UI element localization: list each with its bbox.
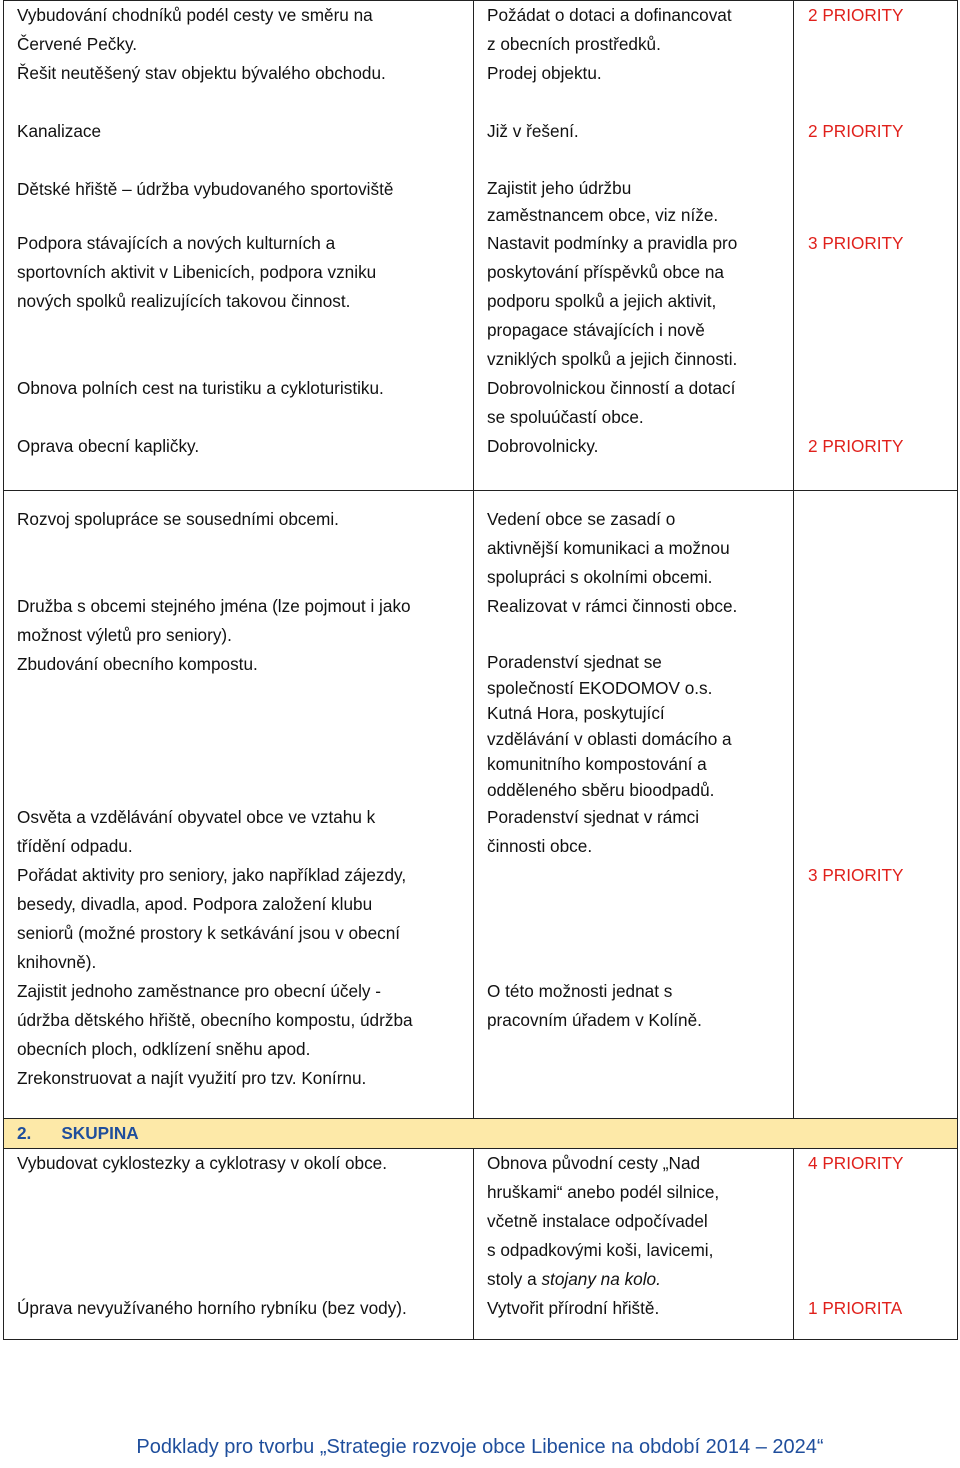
text-line: Rozvoj spolupráce se sousedními obcemi.: [17, 509, 339, 529]
spacer-row: [4, 88, 958, 117]
goal-cell: [4, 117, 474, 146]
group-header-row: [4, 1119, 958, 1149]
priority-cell: [794, 592, 958, 650]
group-title: SKUPINA: [61, 1123, 139, 1143]
goal-cell: [4, 1, 474, 89]
text-line: obecních ploch, odklízení sněhu apod.: [17, 1039, 311, 1059]
table-row: [4, 117, 958, 146]
goal-cell: [4, 977, 474, 1064]
spacer-cell: [794, 461, 958, 491]
spacer-row: [4, 146, 958, 175]
priority-cell: [794, 977, 958, 1064]
text-line: [487, 1265, 789, 1294]
action-cell: [474, 1, 794, 89]
priority-cell: [794, 1149, 958, 1295]
priority-cell: [794, 374, 958, 432]
action-cell: [474, 432, 794, 461]
text-line: činnosti obce.: [487, 836, 593, 856]
table-row: [4, 1294, 958, 1323]
text-line: Kanalizace: [17, 121, 102, 141]
text-line: Oprava obecní kapličky.: [17, 436, 200, 456]
text-line: Nastavit podmínky a pravidla pro: [487, 233, 738, 253]
text-line: Podpora stávajících a nových kulturních a: [17, 233, 336, 253]
spacer-cell: [4, 491, 474, 506]
text-line: Obnova původní cesty „Nad: [487, 1153, 701, 1173]
spacer-row: [4, 1323, 958, 1340]
text-line: O této možnosti jednat s: [487, 981, 673, 1001]
action-cell: [474, 803, 794, 861]
spacer-cell: [474, 146, 794, 175]
spacer-row: [4, 461, 958, 491]
priority-label: 2 PRIORITY: [808, 5, 904, 25]
priority-cell: [794, 861, 958, 977]
text-line: Dobrovolnicky.: [487, 436, 599, 456]
action-cell: [474, 592, 794, 650]
text-line: Zajistit jeho údržbu: [487, 178, 632, 198]
table-row: [4, 861, 958, 977]
priority-label: 2 PRIORITY: [808, 436, 904, 456]
text-line: besedy, divadla, apod. Podpora založení klubu: [17, 894, 373, 914]
text-line: Realizovat v rámci činnosti obce.: [487, 596, 738, 616]
action-cell: [474, 1294, 794, 1323]
text-line: spolupráci s okolními obcemi.: [487, 567, 713, 587]
action-cell: [474, 861, 794, 977]
plan-table-body: [4, 1, 958, 1340]
goal-cell: [4, 229, 474, 374]
group-header-cell: [4, 1119, 958, 1149]
table-row: [4, 592, 958, 650]
text-line: společností EKODOMOV o.s.: [487, 677, 713, 698]
text-line: Osvěta a vzdělávání obyvatel obce ve vztahu k: [17, 807, 376, 827]
table-row: [4, 432, 958, 461]
priority-cell: [794, 175, 958, 229]
spacer-cell: [4, 1323, 474, 1340]
development-plan-table: [3, 0, 958, 1340]
goal-cell: [4, 374, 474, 432]
text-line: Družba s obcemi stejného jména (lze pojmout i jako: [17, 596, 411, 616]
goal-cell: [4, 432, 474, 461]
spacer-cell: [4, 461, 474, 491]
spacer-cell: [4, 1093, 474, 1119]
text-line: Úprava nevyužívaného horního rybníku (bez vody).: [17, 1298, 407, 1318]
text-line: Požádat o dotaci a dofinancovat: [487, 5, 732, 25]
spacer-cell: [474, 461, 794, 491]
priority-label: 4 PRIORITY: [808, 1153, 904, 1173]
spacer-cell: [794, 146, 958, 175]
table-row: [4, 650, 958, 803]
text-line: Dobrovolnickou činností a dotací: [487, 378, 736, 398]
table-row: [4, 803, 958, 861]
text-line: Dětské hřiště – údržba vybudovaného sportoviště: [17, 179, 394, 199]
goal-cell: [4, 505, 474, 592]
text-line: hruškami“ anebo podél silnice,: [487, 1182, 720, 1202]
priority-cell: [794, 1294, 958, 1323]
text-line: seniorů (možné prostory k setkávání jsou v obecní: [17, 923, 401, 943]
text-line: odděleného sběru bioodpadů.: [487, 779, 715, 800]
text-line: Kutná Hora, poskytující: [487, 703, 665, 723]
goal-cell: [4, 1149, 474, 1295]
table-row: [4, 374, 958, 432]
action-cell: [474, 175, 794, 229]
priority-cell: [794, 650, 958, 803]
priority-cell: [794, 432, 958, 461]
text-line: včetně instalace odpočívadel: [487, 1211, 708, 1231]
text-line: knihovně).: [17, 952, 97, 972]
spacer-cell: [474, 1323, 794, 1340]
text-line: Vytvořit přírodní hřiště.: [487, 1298, 660, 1318]
action-cell: [474, 117, 794, 146]
spacer-cell: [474, 1093, 794, 1119]
goal-cell: [4, 1294, 474, 1323]
priority-cell: [794, 1, 958, 89]
action-cell: [474, 977, 794, 1064]
table-row: [4, 977, 958, 1064]
text-line: podporu spolků a jejich aktivit,: [487, 291, 717, 311]
spacer-cell: [474, 491, 794, 506]
text-italic: stojany na kolo.: [541, 1269, 661, 1289]
group-number: 2.: [17, 1123, 32, 1143]
table-row: [4, 1149, 958, 1295]
text-line: Červené Pečky.: [17, 34, 138, 54]
text-line: s odpadkovými koši, lavicemi,: [487, 1240, 714, 1260]
text-line: pracovním úřadem v Kolíně.: [487, 1010, 702, 1030]
table-row: [4, 505, 958, 592]
text-line: Zbudování obecního kompostu.: [17, 654, 258, 674]
spacer-row: [4, 1093, 958, 1119]
spacer-cell: [794, 1323, 958, 1340]
goal-cell: [4, 592, 474, 650]
priority-cell: [794, 117, 958, 146]
page-footer: Podklady pro tvorbu „Strategie rozvoje obce Libenice na období 2014 – 2024“: [136, 1436, 824, 1458]
text-line: Vybudovat cyklostezky a cyklotrasy v okolí obce.: [17, 1153, 388, 1173]
spacer-row: [4, 491, 958, 506]
priority-cell: [794, 803, 958, 861]
text-line: Obnova polních cest na turistiku a cykloturistiku.: [17, 378, 384, 398]
spacer-cell: [474, 88, 794, 117]
goal-cell: [4, 650, 474, 803]
text-line: Pořádat aktivity pro seniory, jako například zájezdy,: [17, 865, 407, 885]
text-line: Vedení obce se zasadí o: [487, 509, 676, 529]
action-cell: [474, 229, 794, 374]
priority-cell: [794, 505, 958, 592]
priority-label: 1 PRIORITA: [808, 1298, 903, 1318]
text-line: Již v řešení.: [487, 121, 579, 141]
text-line: Řešit neutěšený stav objektu bývalého obchodu.: [17, 63, 386, 83]
text-line: vzniklých spolků a jejich činnosti.: [487, 349, 738, 369]
goal-cell: [4, 803, 474, 861]
text-line: komunitního kompostování a: [487, 754, 707, 774]
table-row: [4, 175, 958, 229]
spacer-cell: [794, 491, 958, 506]
text-line: aktivnější komunikaci a možnou: [487, 538, 730, 558]
table-row: [4, 1, 958, 89]
text-line: se spoluúčastí obce.: [487, 407, 644, 427]
action-cell: [474, 650, 794, 803]
table-row: [4, 229, 958, 374]
text-line: poskytování příspěvků obce na: [487, 262, 724, 282]
priority-label: 3 PRIORITY: [808, 865, 904, 885]
spacer-cell: [4, 146, 474, 175]
goal-cell: [4, 1064, 474, 1093]
action-cell: [474, 1149, 794, 1295]
text-line: z obecních prostředků.: [487, 34, 661, 54]
priority-label: 3 PRIORITY: [808, 233, 904, 253]
text-plain: stoly a: [487, 1269, 542, 1289]
action-cell: [474, 1064, 794, 1093]
text-line: Prodej objektu.: [487, 63, 602, 83]
action-cell: [474, 374, 794, 432]
text-line: údržba dětského hřiště, obecního kompostu, údržba: [17, 1010, 413, 1030]
action-cell: [474, 505, 794, 592]
text-line: propagace stávajících i nově: [487, 320, 705, 340]
text-line: nových spolků realizujících takovou činnost.: [17, 291, 351, 311]
text-line: Poradenství sjednat v rámci: [487, 807, 700, 827]
text-line: Zrekonstruovat a najít využití pro tzv. Konírnu.: [17, 1068, 367, 1088]
text-line: Vybudování chodníků podél cesty ve směru na: [17, 5, 373, 25]
priority-cell: [794, 229, 958, 374]
spacer-cell: [4, 88, 474, 117]
priority-cell: [794, 1064, 958, 1093]
priority-label: 2 PRIORITY: [808, 121, 904, 141]
text-line: možnost výletů pro seniory).: [17, 625, 232, 645]
text-line: Zajistit jednoho zaměstnance pro obecní účely -: [17, 981, 382, 1001]
text-line: vzdělávání v oblasti domácího a: [487, 728, 732, 749]
text-line: sportovních aktivit v Libenicích, podpora vzniku: [17, 262, 377, 282]
text-line: třídění odpadu.: [17, 836, 133, 856]
table-row: [4, 1064, 958, 1093]
goal-cell: [4, 861, 474, 977]
text-line: zaměstnancem obce, viz níže.: [487, 205, 719, 225]
spacer-cell: [794, 88, 958, 117]
text-line: Poradenství sjednat se: [487, 652, 662, 672]
spacer-cell: [794, 1093, 958, 1119]
goal-cell: [4, 175, 474, 229]
